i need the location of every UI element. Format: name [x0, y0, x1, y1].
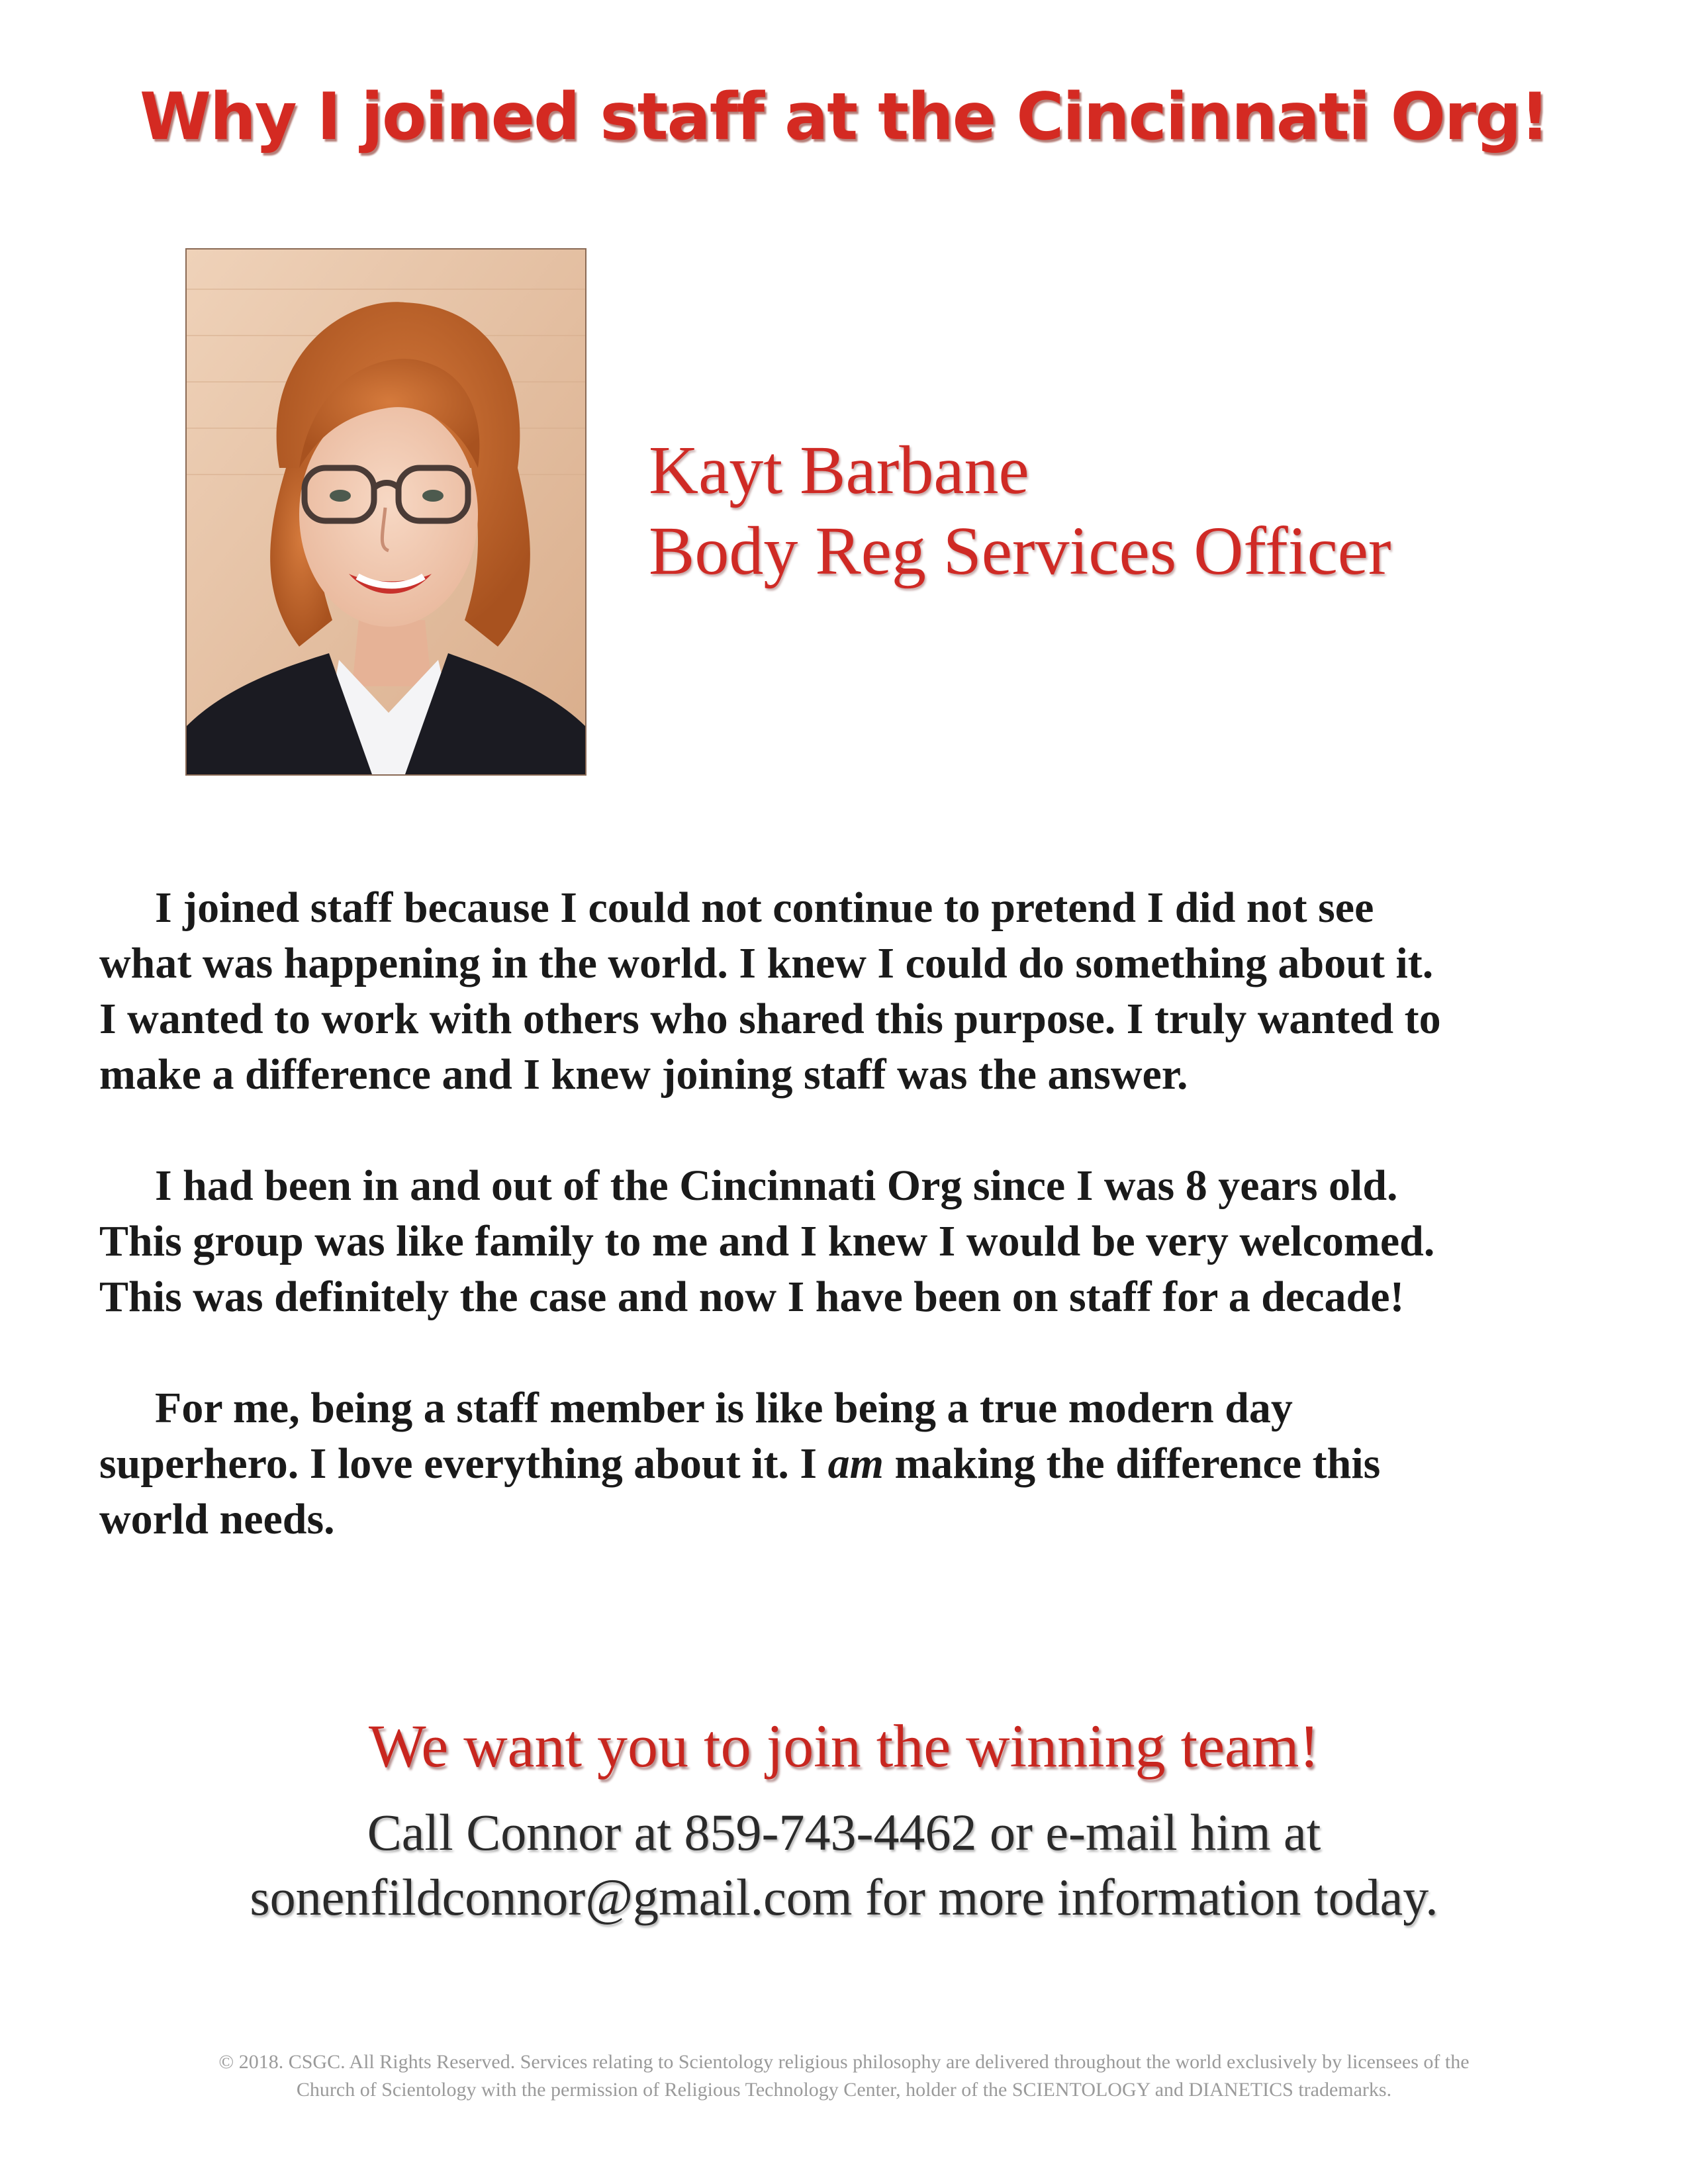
cta-contact — [0, 1800, 1688, 1930]
text-line: This group was like family to me and I knew I would be very welcomed. — [99, 1217, 1435, 1265]
footer-line: © 2018. CSGC. All Rights Reserved. Services relating to Scientology religious philosophy are delivered throughout the world exclusively by licensees of the — [218, 2051, 1470, 2073]
emphasis-text: am — [827, 1439, 884, 1488]
profile-name: Kayt Barbane — [649, 432, 1029, 508]
text-line: I joined staff because I could not continue to pretend I did not see — [155, 884, 1374, 932]
footer-line: Church of Scientology with the permission of Religious Technology Center, holder of the SCIENTOLOGY and DIANETICS trademarks. — [296, 2079, 1392, 2101]
legal-footer — [0, 2048, 1688, 2104]
page-headline: Why I joined staff at the Cincinnati Org! — [139, 79, 1549, 155]
testimonial-body — [99, 880, 1582, 1603]
profile-caption — [649, 430, 1391, 592]
paragraph-2 — [99, 1158, 1582, 1325]
cta-heading: We want you to join the winning team! — [368, 1712, 1320, 1780]
profile-photo — [185, 248, 586, 776]
text-line: I had been in and out of the Cincinnati Org since I was 8 years old. — [155, 1161, 1398, 1210]
cta-line-phone: Call Connor at 859-743-4462 or e-mail him at — [367, 1803, 1321, 1861]
text-fragment: superhero. I love everything about it. I — [99, 1439, 828, 1488]
text-line: what was happening in the world. I knew I could do something about it. — [99, 939, 1434, 987]
text-line: For me, being a staff member is like being a true modern day — [155, 1384, 1293, 1432]
text-fragment: making the difference this — [883, 1439, 1381, 1488]
text-line: I wanted to work with others who shared this purpose. I truly wanted to — [99, 995, 1441, 1043]
cta-line-email: sonenfildconnor@gmail.com for more information today. — [250, 1868, 1438, 1926]
profile-title: Body Reg Services Officer — [649, 513, 1391, 589]
paragraph-1 — [99, 880, 1582, 1103]
paragraph-3 — [99, 1381, 1582, 1547]
text-line: make a difference and I knew joining staff was the answer. — [99, 1050, 1188, 1099]
text-line: This was definitely the case and now I have been on staff for a decade! — [99, 1273, 1405, 1321]
text-line — [99, 1436, 1582, 1492]
text-line: world needs. — [99, 1495, 335, 1543]
